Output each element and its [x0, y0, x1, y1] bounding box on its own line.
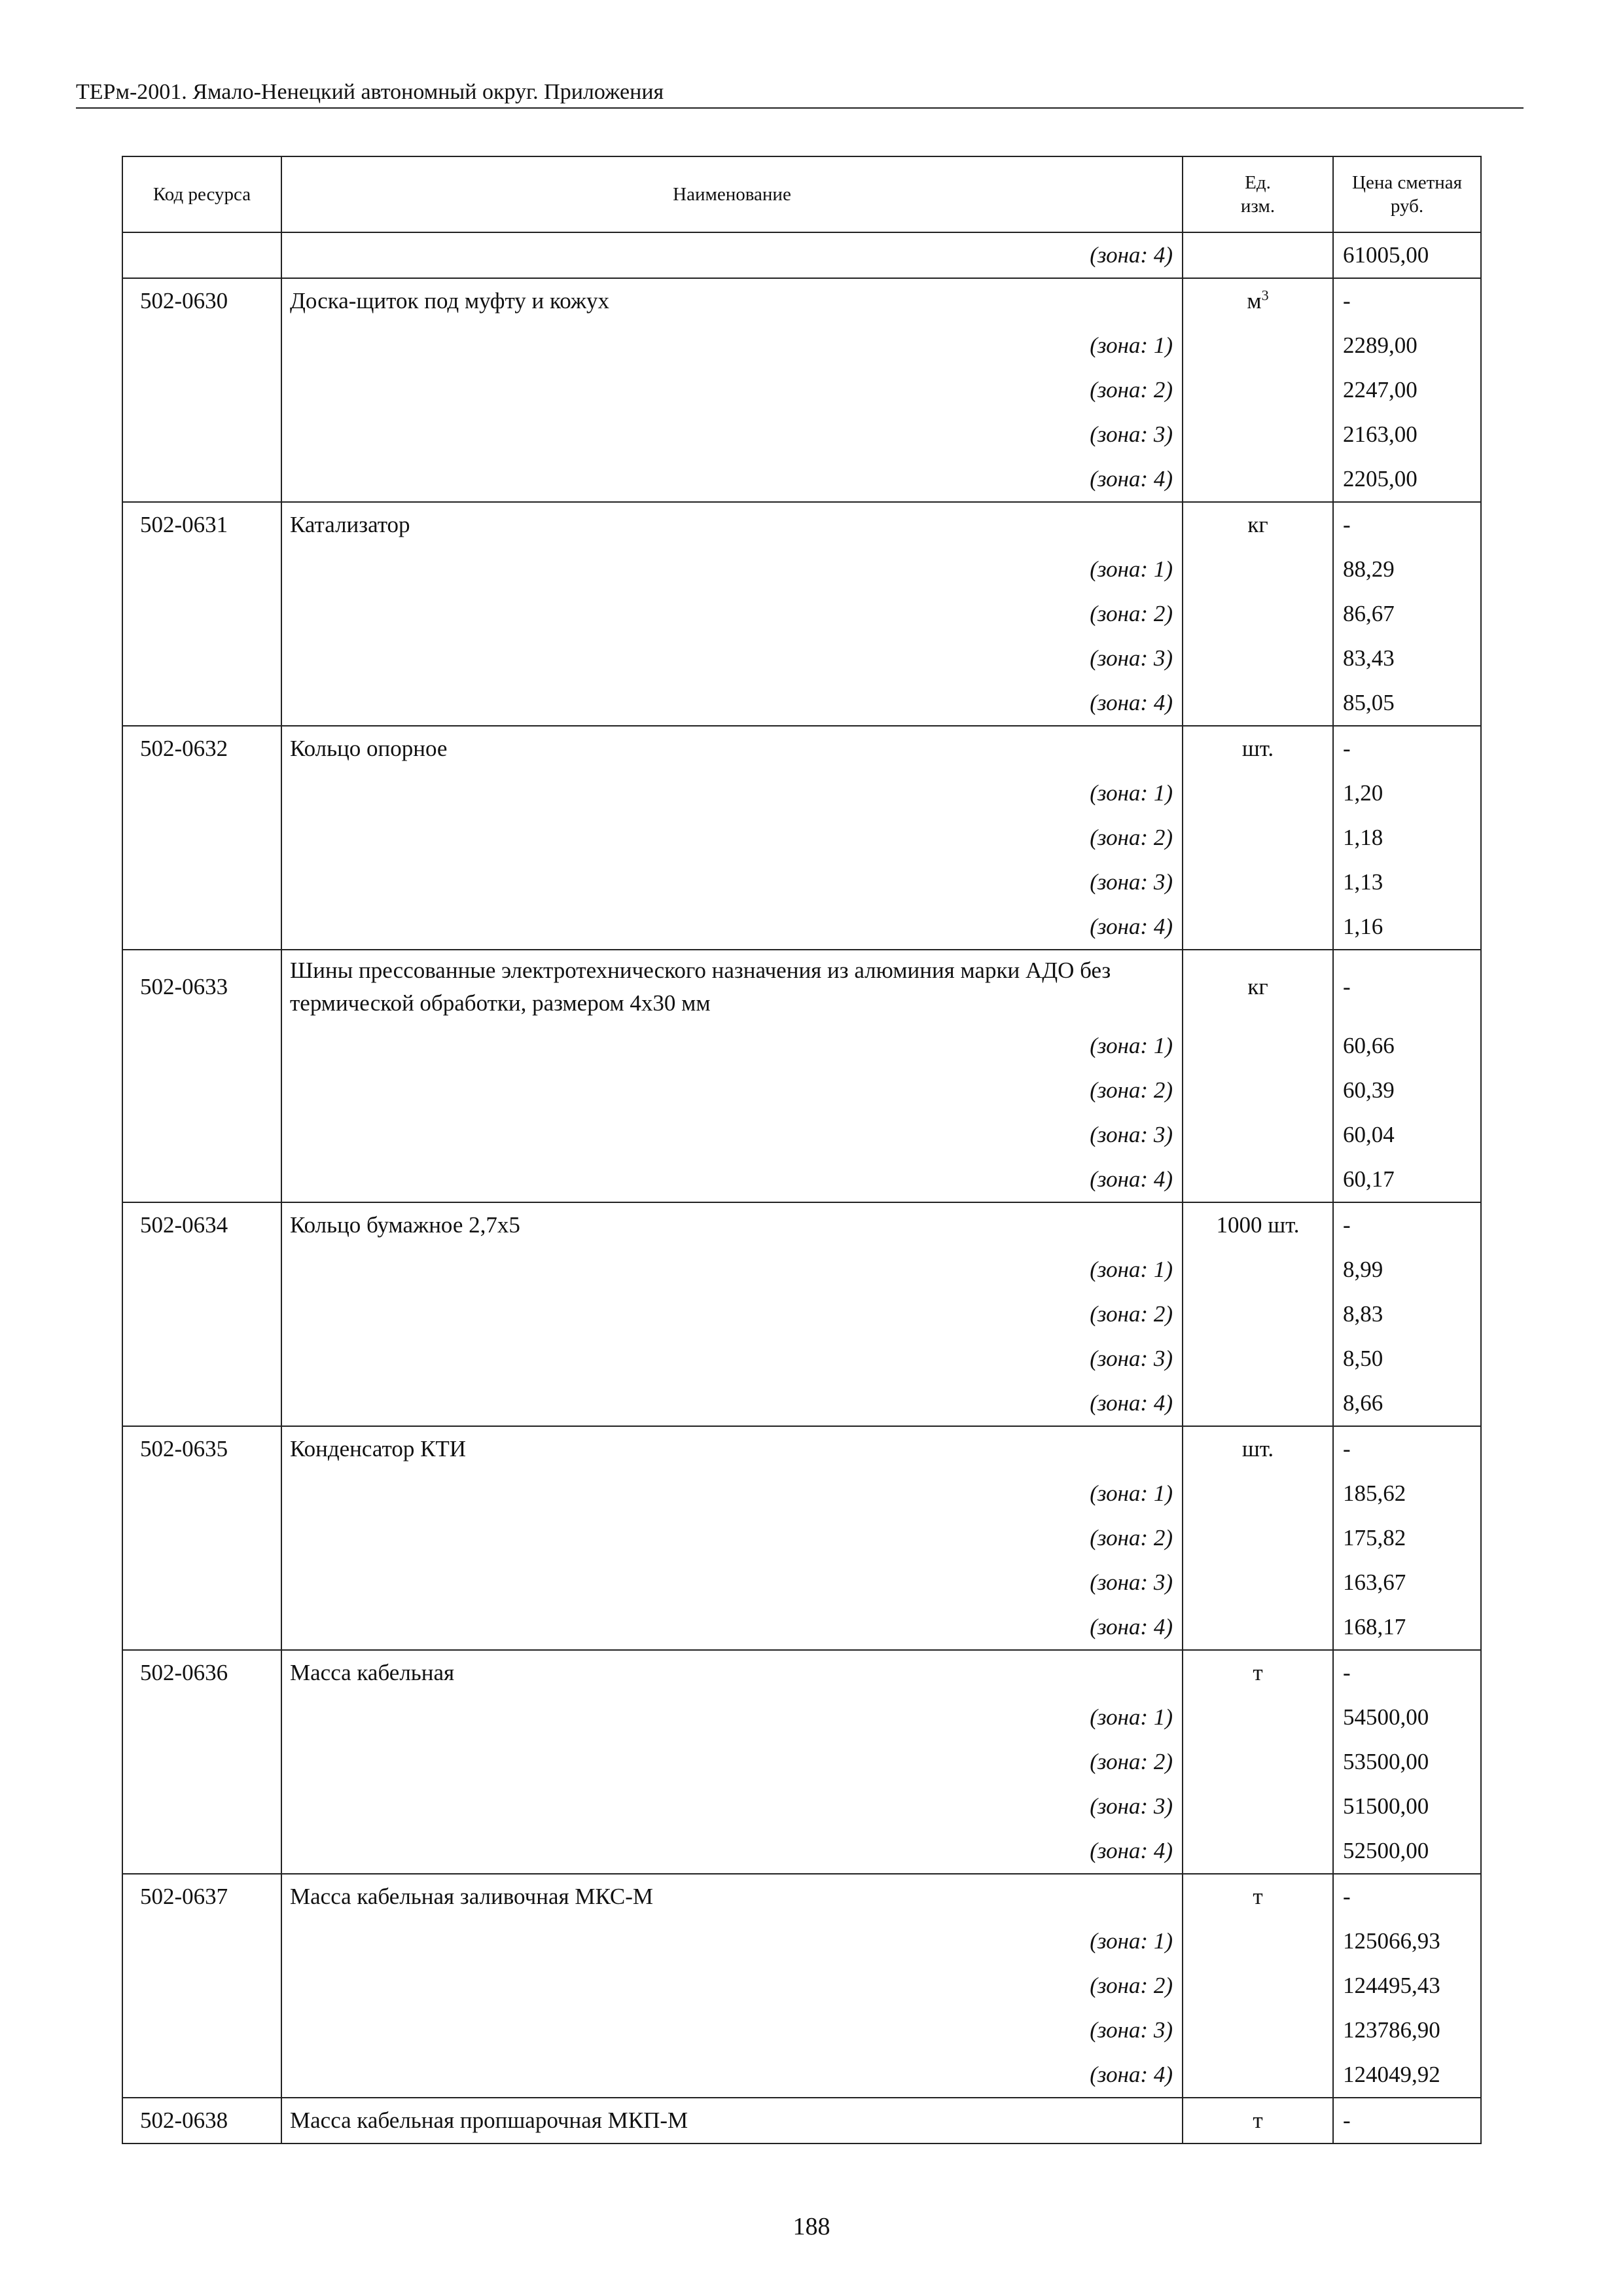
cell-name: Масса кабельная — [281, 1650, 1183, 1695]
table-row-zone — [122, 1068, 1481, 1113]
cell-code — [122, 771, 281, 816]
cell-unit — [1183, 771, 1333, 816]
unit-text: 1000 шт. — [1216, 1212, 1300, 1238]
cell-name: Катализатор — [281, 502, 1183, 547]
cell-unit — [1183, 457, 1333, 502]
unit-text: шт. — [1241, 736, 1274, 761]
column-header-name: Наименование — [281, 156, 1183, 232]
table-header-row — [122, 156, 1481, 232]
table-row-zone — [122, 860, 1481, 905]
cell-zone-label: (зона: 2) — [281, 1740, 1183, 1784]
cell-zone-label: (зона: 3) — [281, 1784, 1183, 1829]
cell-code — [122, 1247, 281, 1292]
cell-zone-price: 163,67 — [1333, 1560, 1481, 1605]
cell-code — [122, 547, 281, 592]
cell-unit — [1183, 1336, 1333, 1381]
unit-text: т — [1253, 1660, 1263, 1685]
cell-code — [122, 1605, 281, 1650]
cell-code — [122, 232, 281, 278]
cell-code — [122, 457, 281, 502]
cell-zone-price: 125066,93 — [1333, 1919, 1481, 1964]
cell-code — [122, 1695, 281, 1740]
column-header-unit — [1183, 156, 1333, 232]
cell-price: - — [1333, 502, 1481, 547]
table-row-zone — [122, 547, 1481, 592]
unit-text: м — [1247, 288, 1262, 314]
cell-unit — [1183, 1829, 1333, 1874]
unit-text: кг — [1247, 512, 1268, 537]
cell-zone-price: 60,04 — [1333, 1113, 1481, 1157]
cell-code — [122, 1560, 281, 1605]
table-row-zone — [122, 681, 1481, 726]
cell-unit — [1183, 1605, 1333, 1650]
cell-unit — [1183, 1740, 1333, 1784]
cell-code: 502-0636 — [122, 1650, 281, 1695]
cell-unit — [1183, 547, 1333, 592]
cell-zone-price: 8,83 — [1333, 1292, 1481, 1336]
cell-code — [122, 860, 281, 905]
cell-code — [122, 636, 281, 681]
cell-code — [122, 1919, 281, 1964]
table-row — [122, 1650, 1481, 1695]
column-header-price — [1333, 156, 1481, 232]
cell-zone-price: 53500,00 — [1333, 1740, 1481, 1784]
cell-code: 502-0630 — [122, 278, 281, 323]
cell-zone-price: 1,13 — [1333, 860, 1481, 905]
cell-zone-price: 88,29 — [1333, 547, 1481, 592]
table-row — [122, 726, 1481, 771]
cell-zone-label: (зона: 3) — [281, 412, 1183, 457]
cell-zone-price: 1,18 — [1333, 816, 1481, 860]
table-row-zone — [122, 636, 1481, 681]
cell-unit — [1183, 1919, 1333, 1964]
cell-code — [122, 1336, 281, 1381]
cell-unit — [1183, 592, 1333, 636]
cell-name: Масса кабельная заливочная МКС-М — [281, 1874, 1183, 1919]
cell-zone-price: 8,66 — [1333, 1381, 1481, 1426]
cell-price: 61005,00 — [1333, 232, 1481, 278]
cell-unit — [1183, 1068, 1333, 1113]
cell-code — [122, 1292, 281, 1336]
cell-zone-label: (зона: 4) — [281, 2053, 1183, 2098]
table-row — [122, 1202, 1481, 1247]
cell-zone-price: 52500,00 — [1333, 1829, 1481, 1874]
cell-zone-label: (зона: 4) — [281, 905, 1183, 950]
cell-zone-price: 8,50 — [1333, 1336, 1481, 1381]
table-row-zone — [122, 1695, 1481, 1740]
table-row-zone — [122, 1829, 1481, 1874]
cell-zone-label: (зона: 3) — [281, 1113, 1183, 1157]
table-row-zone — [122, 816, 1481, 860]
cell-code — [122, 1471, 281, 1516]
table-row-zone — [122, 368, 1481, 412]
cell-code — [122, 1157, 281, 1202]
cell-code: 502-0637 — [122, 1874, 281, 1919]
cell-zone-price: 1,16 — [1333, 905, 1481, 950]
cell-zone-label: (зона: 4) — [281, 1829, 1183, 1874]
cell-zone-price: 60,66 — [1333, 1024, 1481, 1068]
cell-unit — [1183, 323, 1333, 368]
cell-zone-label: (зона: 1) — [281, 1247, 1183, 1292]
cell-zone-label: (зона: 4) — [281, 1157, 1183, 1202]
price-table — [122, 156, 1482, 2144]
column-header-code: Код ресурса — [122, 156, 281, 232]
cell-unit — [1183, 950, 1333, 1024]
cell-code: 502-0634 — [122, 1202, 281, 1247]
cell-zone-price: 2163,00 — [1333, 412, 1481, 457]
table-row — [122, 1426, 1481, 1471]
cell-unit — [1183, 1202, 1333, 1247]
table-row-zone — [122, 1113, 1481, 1157]
table-row-zone — [122, 2053, 1481, 2098]
cell-zone-price: 124495,43 — [1333, 1964, 1481, 2008]
cell-zone-label: (зона: 1) — [281, 771, 1183, 816]
cell-code — [122, 1068, 281, 1113]
cell-code — [122, 412, 281, 457]
cell-code — [122, 1964, 281, 2008]
cell-zone-label: (зона: 4) — [281, 1381, 1183, 1426]
cell-zone-label: (зона: 4) — [281, 1605, 1183, 1650]
unit-text: кг — [1247, 974, 1268, 999]
cell-price: - — [1333, 2098, 1481, 2144]
cell-unit — [1183, 412, 1333, 457]
cell-code — [122, 1740, 281, 1784]
table-row-zone — [122, 1336, 1481, 1381]
cell-zone-label: (зона: 2) — [281, 1516, 1183, 1560]
table-row-zone — [122, 905, 1481, 950]
cell-zone-price: 2247,00 — [1333, 368, 1481, 412]
table-row — [122, 278, 1481, 323]
cell-zone-price: 123786,90 — [1333, 2008, 1481, 2053]
cell-code — [122, 592, 281, 636]
cell-price: - — [1333, 278, 1481, 323]
cell-code — [122, 2008, 281, 2053]
cell-zone-label: (зона: 4) — [281, 232, 1183, 278]
cell-code — [122, 1113, 281, 1157]
cell-unit — [1183, 905, 1333, 950]
cell-zone-price: 54500,00 — [1333, 1695, 1481, 1740]
cell-code — [122, 1784, 281, 1829]
cell-name: Конденсатор КТИ — [281, 1426, 1183, 1471]
table-row-continuation — [122, 232, 1481, 278]
cell-zone-label: (зона: 2) — [281, 1964, 1183, 2008]
cell-zone-price: 60,39 — [1333, 1068, 1481, 1113]
cell-unit — [1183, 860, 1333, 905]
cell-code — [122, 1024, 281, 1068]
cell-price: - — [1333, 1874, 1481, 1919]
cell-unit — [1183, 1560, 1333, 1605]
cell-zone-price: 1,20 — [1333, 771, 1481, 816]
cell-unit — [1183, 681, 1333, 726]
cell-code: 502-0632 — [122, 726, 281, 771]
cell-code — [122, 2053, 281, 2098]
cell-price: - — [1333, 726, 1481, 771]
table-row — [122, 1874, 1481, 1919]
cell-name: Шины прессованные электротехнического назначения из алюминия марки АДО без термической обработки, размером 4х30 мм — [281, 950, 1183, 1024]
cell-zone-label: (зона: 1) — [281, 1919, 1183, 1964]
cell-code — [122, 368, 281, 412]
cell-zone-price: 168,17 — [1333, 1605, 1481, 1650]
cell-unit — [1183, 816, 1333, 860]
table-row — [122, 502, 1481, 547]
table-row-zone — [122, 2008, 1481, 2053]
table-row-zone — [122, 457, 1481, 502]
cell-price: - — [1333, 1650, 1481, 1695]
table-row-zone — [122, 771, 1481, 816]
cell-zone-price: 124049,92 — [1333, 2053, 1481, 2098]
cell-zone-label: (зона: 1) — [281, 1024, 1183, 1068]
cell-unit — [1183, 1024, 1333, 1068]
price-table-container — [122, 156, 1480, 2144]
cell-zone-label: (зона: 3) — [281, 1560, 1183, 1605]
cell-zone-label: (зона: 2) — [281, 368, 1183, 412]
cell-zone-label: (зона: 3) — [281, 860, 1183, 905]
cell-zone-label: (зона: 3) — [281, 1336, 1183, 1381]
page-header: ТЕРм-2001. Ямало-Ненецкий автономный округ. Приложения — [76, 77, 1524, 109]
cell-zone-label: (зона: 1) — [281, 1695, 1183, 1740]
cell-unit — [1183, 502, 1333, 547]
cell-zone-price: 60,17 — [1333, 1157, 1481, 1202]
table-row-zone — [122, 1471, 1481, 1516]
cell-price: - — [1333, 1202, 1481, 1247]
cell-zone-price: 185,62 — [1333, 1471, 1481, 1516]
column-header-price-line2: руб. — [1390, 196, 1424, 217]
cell-unit — [1183, 232, 1333, 278]
cell-code: 502-0635 — [122, 1426, 281, 1471]
cell-unit — [1183, 1292, 1333, 1336]
cell-name: Масса кабельная пропшарочная МКП-М — [281, 2098, 1183, 2144]
table-row-zone — [122, 1605, 1481, 1650]
cell-unit — [1183, 1650, 1333, 1695]
table-row — [122, 2098, 1481, 2144]
unit-text: шт. — [1241, 1436, 1274, 1462]
page-number: 188 — [793, 2213, 830, 2240]
cell-zone-price: 2205,00 — [1333, 457, 1481, 502]
table-row-zone — [122, 412, 1481, 457]
cell-zone-label: (зона: 1) — [281, 323, 1183, 368]
cell-code — [122, 1381, 281, 1426]
cell-zone-label: (зона: 4) — [281, 681, 1183, 726]
cell-unit — [1183, 2098, 1333, 2144]
cell-name: Доска-щиток под муфту и кожух — [281, 278, 1183, 323]
unit-text: т — [1253, 2108, 1263, 2133]
cell-name: Кольцо бумажное 2,7х5 — [281, 1202, 1183, 1247]
cell-zone-label: (зона: 2) — [281, 816, 1183, 860]
table-row-zone — [122, 1560, 1481, 1605]
cell-unit — [1183, 636, 1333, 681]
table-body — [122, 232, 1481, 2144]
cell-code: 502-0638 — [122, 2098, 281, 2144]
table-row-zone — [122, 1292, 1481, 1336]
cell-zone-label: (зона: 2) — [281, 1068, 1183, 1113]
column-header-unit-line2: изм. — [1240, 196, 1275, 217]
cell-unit — [1183, 1874, 1333, 1919]
cell-zone-price: 175,82 — [1333, 1516, 1481, 1560]
cell-zone-label: (зона: 2) — [281, 592, 1183, 636]
cell-zone-label: (зона: 1) — [281, 1471, 1183, 1516]
cell-unit — [1183, 368, 1333, 412]
cell-zone-price: 51500,00 — [1333, 1784, 1481, 1829]
cell-unit — [1183, 1695, 1333, 1740]
cell-code: 502-0631 — [122, 502, 281, 547]
cell-unit — [1183, 1516, 1333, 1560]
cell-unit — [1183, 1157, 1333, 1202]
table-row — [122, 950, 1481, 1024]
cell-zone-price: 85,05 — [1333, 681, 1481, 726]
cell-code — [122, 681, 281, 726]
table-row-zone — [122, 1964, 1481, 2008]
cell-zone-price: 86,67 — [1333, 592, 1481, 636]
cell-unit — [1183, 1426, 1333, 1471]
table-row-zone — [122, 1157, 1481, 1202]
cell-zone-price: 2289,00 — [1333, 323, 1481, 368]
cell-unit — [1183, 1381, 1333, 1426]
cell-code — [122, 816, 281, 860]
cell-unit — [1183, 1247, 1333, 1292]
cell-code — [122, 905, 281, 950]
cell-code — [122, 323, 281, 368]
cell-unit — [1183, 726, 1333, 771]
cell-unit — [1183, 1113, 1333, 1157]
cell-zone-label: (зона: 3) — [281, 2008, 1183, 2053]
table-row-zone — [122, 323, 1481, 368]
cell-unit — [1183, 1964, 1333, 2008]
column-header-unit-line1: Ед. — [1245, 172, 1271, 193]
cell-unit — [1183, 2053, 1333, 2098]
column-header-price-line1: Цена сметная — [1352, 172, 1462, 193]
cell-unit — [1183, 278, 1333, 323]
cell-code: 502-0633 — [122, 950, 281, 1024]
cell-zone-price: 83,43 — [1333, 636, 1481, 681]
table-row-zone — [122, 592, 1481, 636]
cell-zone-label: (зона: 2) — [281, 1292, 1183, 1336]
cell-code — [122, 1829, 281, 1874]
cell-unit — [1183, 2008, 1333, 2053]
cell-unit — [1183, 1784, 1333, 1829]
cell-zone-label: (зона: 3) — [281, 636, 1183, 681]
table-row-zone — [122, 1740, 1481, 1784]
table-row-zone — [122, 1247, 1481, 1292]
cell-name: Кольцо опорное — [281, 726, 1183, 771]
unit-superscript: 3 — [1261, 287, 1269, 304]
cell-zone-price: 8,99 — [1333, 1247, 1481, 1292]
cell-price: - — [1333, 950, 1481, 1024]
cell-code — [122, 1516, 281, 1560]
cell-unit — [1183, 1471, 1333, 1516]
cell-zone-label: (зона: 1) — [281, 547, 1183, 592]
cell-price: - — [1333, 1426, 1481, 1471]
cell-zone-label: (зона: 4) — [281, 457, 1183, 502]
table-row-zone — [122, 1784, 1481, 1829]
table-row-zone — [122, 1024, 1481, 1068]
table-row-zone — [122, 1919, 1481, 1964]
unit-text: т — [1253, 1884, 1263, 1909]
table-row-zone — [122, 1381, 1481, 1426]
table-row-zone — [122, 1516, 1481, 1560]
